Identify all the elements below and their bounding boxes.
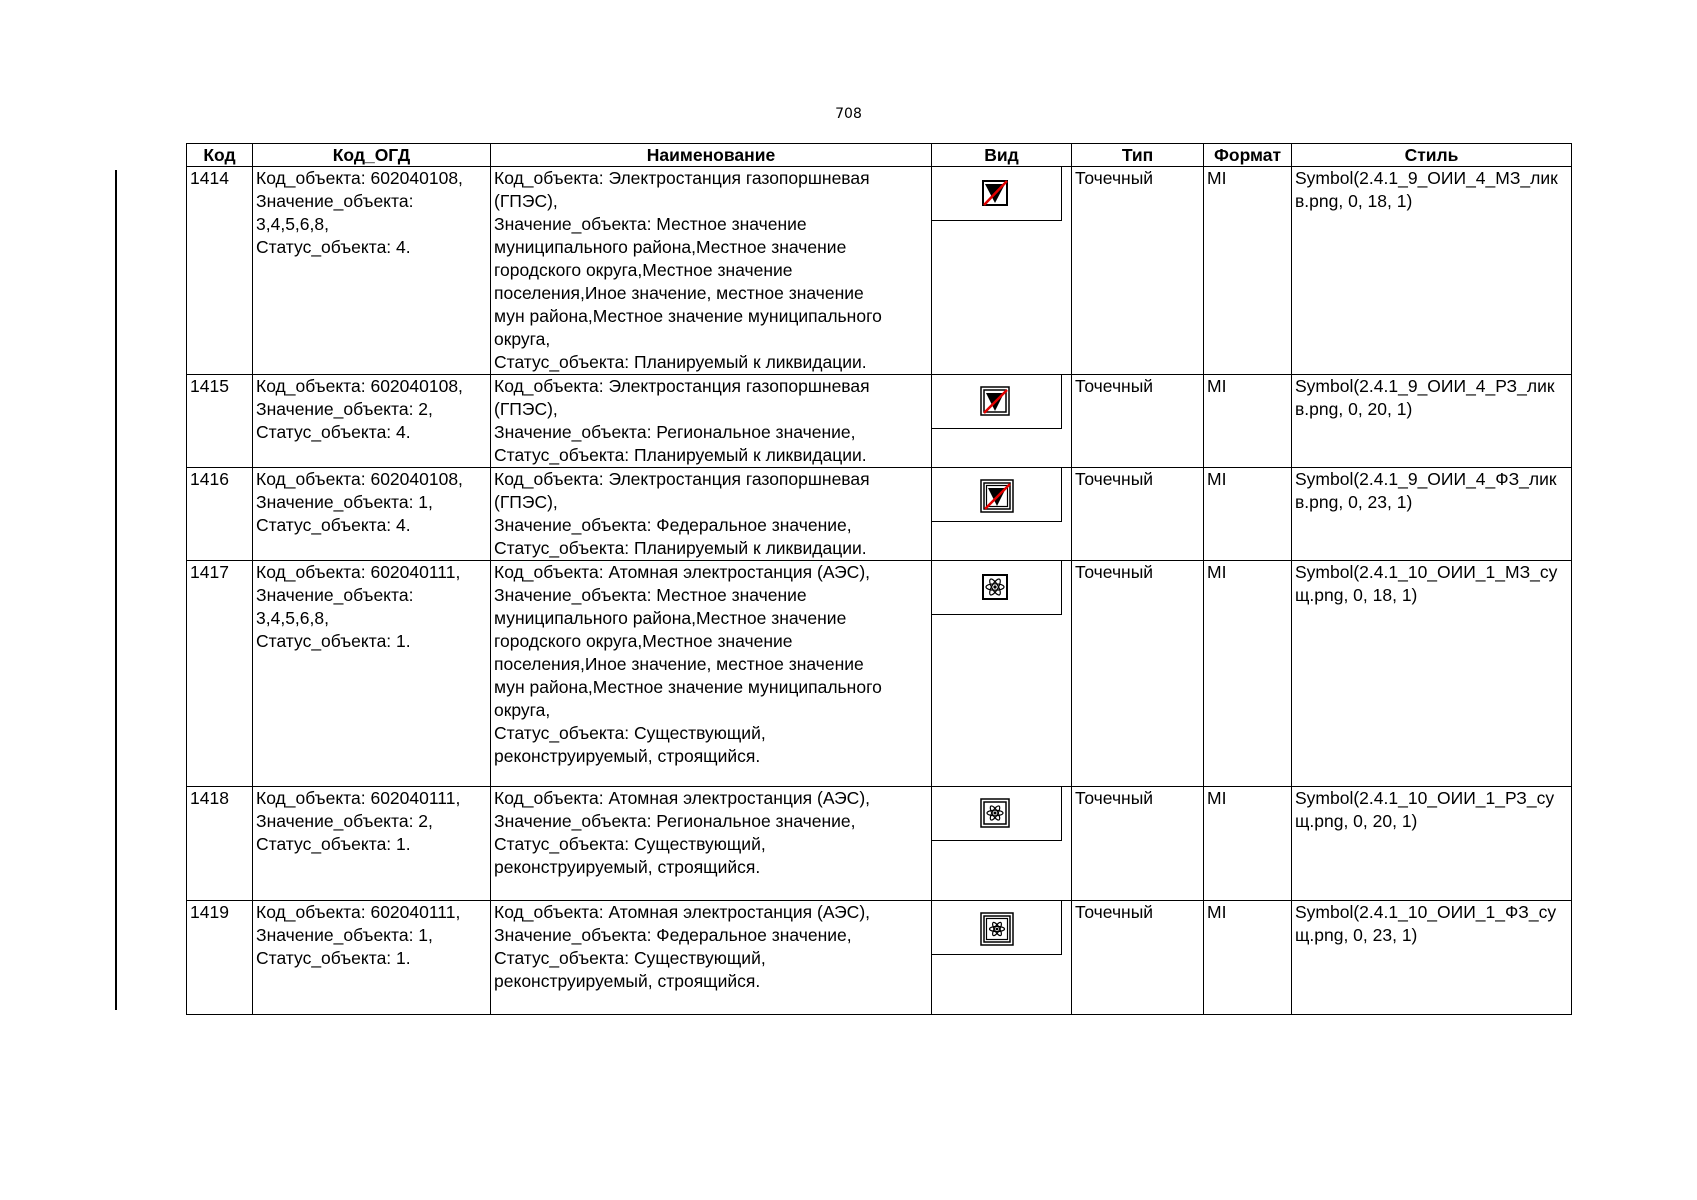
gpes-liquidation-icon	[980, 178, 1010, 208]
header-name: Наименование	[491, 144, 932, 167]
table-row	[187, 375, 1572, 468]
cell-type: Точечный	[1072, 375, 1204, 468]
cell-format: MI	[1204, 468, 1292, 561]
table-row	[187, 561, 1572, 787]
cell-format: MI	[1204, 375, 1292, 468]
cell-type: Точечный	[1072, 468, 1204, 561]
cell-name: Код_объекта: Электростанция газопоршневая (ГПЭС), Значение_объекта: Федеральное значение, Статус_объекта: Планируемый к ликвидации.	[491, 468, 932, 561]
margin-line	[115, 170, 117, 1010]
cell-code: 1417	[187, 561, 253, 787]
header-style: Стиль	[1292, 144, 1572, 167]
header-view: Вид	[932, 144, 1072, 167]
cell-view	[932, 167, 1072, 375]
icon-frame	[932, 167, 1062, 221]
cell-format: MI	[1204, 901, 1292, 1015]
cell-name: Код_объекта: Электростанция газопоршневая (ГПЭС), Значение_объекта: Региональное значение, Статус_объекта: Планируемый к ликвидации.	[491, 375, 932, 468]
cell-ogd: Код_объекта: 602040111, Значение_объекта: 3,4,5,6,8, Статус_объекта: 1.	[253, 561, 491, 787]
cell-type: Точечный	[1072, 561, 1204, 787]
cell-style: Symbol(2.4.1_9_ОИИ_4_МЗ_ликв.png, 0, 18, 1)	[1292, 167, 1572, 375]
cell-format: MI	[1204, 561, 1292, 787]
header-type: Тип	[1072, 144, 1204, 167]
icon-frame	[932, 787, 1062, 841]
icon-frame	[932, 468, 1062, 522]
gpes-liquidation-icon	[980, 479, 1014, 513]
table-row	[187, 787, 1572, 901]
symbol-table	[186, 143, 1572, 1015]
cell-name: Код_объекта: Электростанция газопоршневая (ГПЭС), Значение_объекта: Местное значение муниципального района,Местное значение городского округа,Местное значение поселения,Иное значение, местное значение мун района,Местное значение муниципального округа, Статус_объекта: Планируемый к ликвидации.	[491, 167, 932, 375]
cell-name: Код_объекта: Атомная электростанция (АЭС), Значение_объекта: Региональное значение, Статус_объекта: Существующий, реконструируемый, строящийся.	[491, 787, 932, 901]
cell-ogd: Код_объекта: 602040108, Значение_объекта: 2, Статус_объекта: 4.	[253, 375, 491, 468]
page-number: 708	[835, 106, 862, 122]
cell-code: 1419	[187, 901, 253, 1015]
cell-ogd: Код_объекта: 602040111, Значение_объекта: 2, Статус_объекта: 1.	[253, 787, 491, 901]
table-row	[187, 167, 1572, 375]
cell-type: Точечный	[1072, 901, 1204, 1015]
table-row	[187, 468, 1572, 561]
cell-format: MI	[1204, 167, 1292, 375]
table-header-row	[187, 144, 1572, 167]
cell-code: 1414	[187, 167, 253, 375]
cell-code: 1418	[187, 787, 253, 901]
cell-style: Symbol(2.4.1_10_ОИИ_1_МЗ_сущ.png, 0, 18, 1)	[1292, 561, 1572, 787]
cell-code: 1416	[187, 468, 253, 561]
icon-frame	[932, 901, 1062, 955]
cell-name: Код_объекта: Атомная электростанция (АЭС), Значение_объекта: Местное значение муниципального района,Местное значение городского округа,Местное значение поселения,Иное значение, местное значение мун района,Местное значение муниципального округа, Статус_объекта: Существующий, реконструируемый, строящийся.	[491, 561, 932, 787]
table-row	[187, 901, 1572, 1015]
cell-ogd: Код_объекта: 602040108, Значение_объекта: 3,4,5,6,8, Статус_объекта: 4.	[253, 167, 491, 375]
cell-style: Symbol(2.4.1_9_ОИИ_4_РЗ_ликв.png, 0, 20, 1)	[1292, 375, 1572, 468]
nuclear-plant-icon	[980, 572, 1010, 602]
cell-style: Symbol(2.4.1_10_ОИИ_1_ФЗ_сущ.png, 0, 23, 1)	[1292, 901, 1572, 1015]
cell-view	[932, 375, 1072, 468]
cell-name: Код_объекта: Атомная электростанция (АЭС), Значение_объекта: Федеральное значение, Статус_объекта: Существующий, реконструируемый, строящийся.	[491, 901, 932, 1015]
header-ogd: Код_ОГД	[253, 144, 491, 167]
cell-ogd: Код_объекта: 602040111, Значение_объекта: 1, Статус_объекта: 1.	[253, 901, 491, 1015]
cell-format: MI	[1204, 787, 1292, 901]
cell-view	[932, 901, 1072, 1015]
cell-code: 1415	[187, 375, 253, 468]
cell-type: Точечный	[1072, 167, 1204, 375]
header-format: Формат	[1204, 144, 1292, 167]
cell-type: Точечный	[1072, 787, 1204, 901]
nuclear-plant-icon	[980, 798, 1010, 828]
cell-ogd: Код_объекта: 602040108, Значение_объекта: 1, Статус_объекта: 4.	[253, 468, 491, 561]
nuclear-plant-icon	[980, 912, 1014, 946]
cell-style: Symbol(2.4.1_10_ОИИ_1_РЗ_сущ.png, 0, 20, 1)	[1292, 787, 1572, 901]
cell-style: Symbol(2.4.1_9_ОИИ_4_ФЗ_ликв.png, 0, 23, 1)	[1292, 468, 1572, 561]
header-code: Код	[187, 144, 253, 167]
icon-frame	[932, 561, 1062, 615]
cell-view	[932, 468, 1072, 561]
cell-view	[932, 787, 1072, 901]
icon-frame	[932, 375, 1062, 429]
gpes-liquidation-icon	[980, 386, 1010, 416]
cell-view	[932, 561, 1072, 787]
